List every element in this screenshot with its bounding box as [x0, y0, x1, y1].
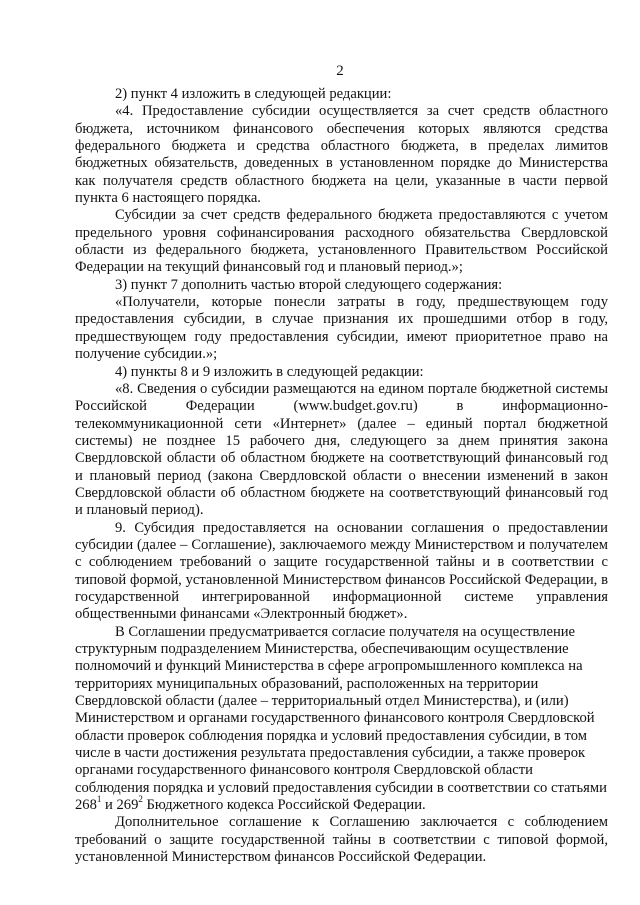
superscript-2: 2 [138, 794, 143, 805]
paragraph-agreement-consent-end: Бюджетного кодекса Российской Федерации. [142, 797, 426, 814]
paragraph-item-2: 2) пункт 4 изложить в следующей редакции: [115, 86, 392, 102]
document-body [75, 86, 608, 866]
paragraph-agreement-consent-text: В Соглашении предусматривается согласие получателя на осуществление структурным подразделением Министерства, обеспечивающим осуществление полномочий и функций Министерства в сфере агропромышленного комплекса на территориях муниципальных образований, расположенных на территории Свердловской области (далее – территориальный отдел Министерства), и (или) Министерством и органами государственного финансового контроля Свердловской области проверок соблюдения порядка и условий предоставления субсидии, в том числе в части достижения результата предоставления субсидии, а также проверок органами государственного финансового контроля Свердловской области соблюдения порядка и условий предоставления субсидии в соответствии со статьями 268 [75, 623, 607, 814]
paragraph-additional-agreement: Дополнительное соглашение к Соглашению заключается с соблюдением требований о защите государственной тайны в соответствии с типовой формой, установленной Министерством финансов Российской Федерации. [75, 814, 608, 866]
paragraph-point-7-addition: «Получатели, которые понесли затраты в году, предшествующем году предоставления субсидии, в случае признания их прошедшими отбор в году, предшествующем году предоставления субсидии, имеют приоритетное право на получение субсидии.»; [75, 294, 608, 363]
paragraph-agreement-consent [75, 624, 608, 815]
paragraph-point-4-part-1: «4. Предоставление субсидии осуществляется за счет средств областного бюджета, источником финансового обеспечения которых являются средства федерального бюджета и средства областного бюджета, в пределах лимитов бюджетных обязательств, доведенных в установленном порядке до Министерства как получателя средств областного бюджета на цели, указанные в части первой пункта 6 настоящего порядка. [75, 103, 608, 207]
paragraph-point-9: 9. Субсидия предоставляется на основании соглашения о предоставлении субсидии (далее – Соглашение), заключаемого между Министерством и получателем с соблюдением требований о защите государственной тайны и в соответствии с типовой формой, установленной Министерством финансов Российской Федерации, в государственной интегрированной информационной системе управления общественными финансами «Электронный бюджет». [75, 519, 608, 623]
paragraph-agreement-consent-mid: и 269 [101, 797, 139, 814]
paragraph-point-4-part-2: Субсидии за счет средств федерального бюджета предоставляются с учетом предельного уровня софинансирования расходного обязательства Свердловской области из федерального бюджета, установленного Правительством Российской Федерации на текущий финансовый год и плановый период.»; [75, 207, 608, 276]
page-number: 2 [336, 63, 344, 79]
paragraph-point-8: «8. Сведения о субсидии размещаются на едином портале бюджетной системы Российской Федерации (www.budget.gov.ru) в информационно-телекоммуникационной сети «Интернет» (далее – единый портал бюджетной системы) не позднее 15 рабочего дня, следующего за днем принятия закона Свердловской области об областном бюджете на соответствующий финансовый год и плановый период (закона Свердловской области о внесении изменений в закон Свердловской области об областном бюджете на соответствующий финансовый год и плановый период). [75, 380, 608, 519]
paragraph-item-4: 4) пункты 8 и 9 изложить в следующей редакции: [115, 363, 424, 380]
paragraph-item-3: 3) пункт 7 дополнить частью второй следующего содержания: [115, 276, 503, 293]
superscript-1: 1 [96, 794, 102, 805]
